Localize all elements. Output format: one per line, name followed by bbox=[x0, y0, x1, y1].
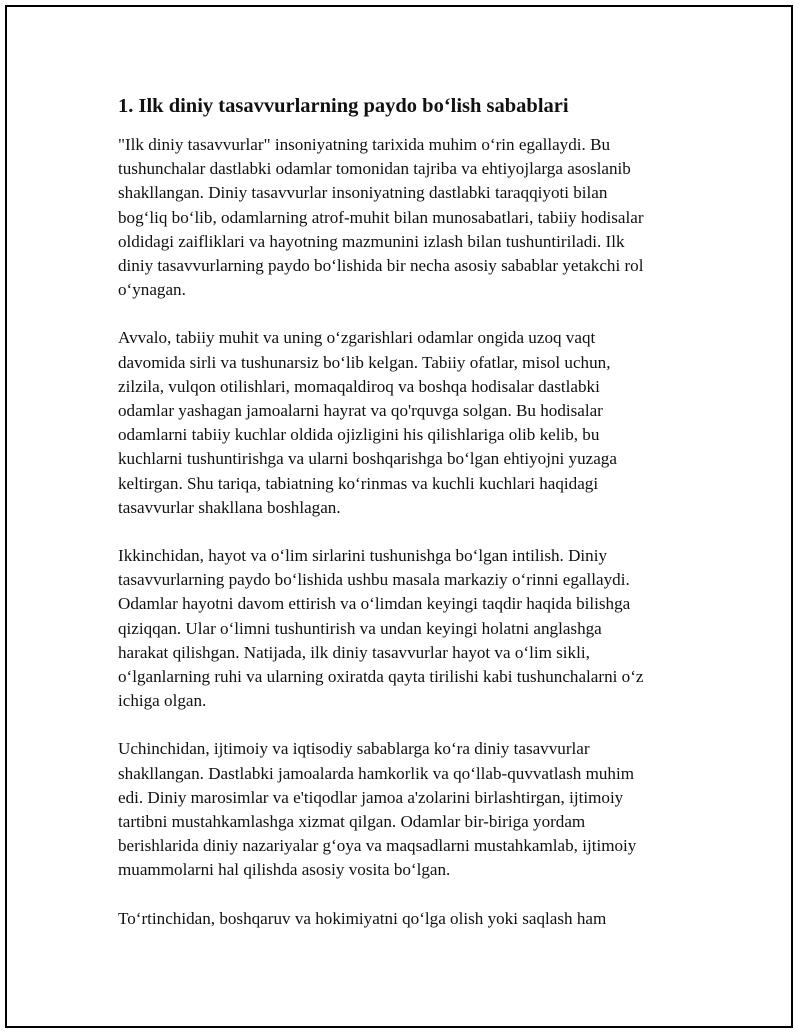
section-heading: 1. Ilk diniy tasavvurlarning paydo bo‘lish sabablari bbox=[118, 95, 569, 117]
paragraph-first-reason: Avvalo, tabiiy muhit va uning o‘zgarishlari odamlar ongida uzoq vaqt davomida sirli va tushunarsiz bo‘lib kelgan. Tabiiy ofatlar, misol uchun, zilzila, vulqon otilishlari, momaqaldiroq va boshqa hodisalar dastlabki odamlar yashagan jamoalarni hayrat va qo'rquvga solgan. Bu hodisalar odamlarni tabiiy kuchlar oldida ojizligini his qilishlariga olib kelib, bu kuchlarni tushuntirishga va ularni boshqarishga bo‘lgan ehtiyojni yuzaga keltirgan. Shu tariqa, tabiatning ko‘rinmas va kuchli kuchlari haqidagi tasavvurlar shakllana boshlagan. bbox=[118, 328, 617, 517]
paragraph-second-reason: Ikkinchidan, hayot va o‘lim sirlarini tushunishga bo‘lgan intilish. Diniy tasavvurlarning paydo bo‘lishida ushbu masala markaziy o‘rinni egallaydi. Odamlar hayotni davom ettirish va o‘limdan keyingi taqdir haqida bilishga qiziqqan. Ular o‘limni tushuntirish va undan keyingi holatni anglashga harakat qilishgan. Natijada, ilk diniy tasavvurlar hayot va o‘lim sikli, o‘lganlarning ruhi va ularning oxiratda qayta tirilishi kabi tushunchalarni o‘z ichiga olgan. bbox=[118, 546, 644, 711]
paragraph-fourth-reason: To‘rtinchidan, boshqaruv va hokimiyatni qo‘lga olish yoki saqlash ham bbox=[118, 908, 607, 928]
paragraph-third-reason: Uchinchidan, ijtimoiy va iqtisodiy sabablarga ko‘ra diniy tasavvurlar shakllangan. Dastlabki jamoalarda hamkorlik va qo‘llab-quvvatlash muhim edi. Diniy marosimlar va e'tiqodlar jamoa a'zolarini birlashtirgan, ijtimoiy tartibni mustahkamlashga xizmat qilgan. Odamlar bir-biriga yordam berishlarida diniy nazariyalar g‘oya va maqsadlarni mustahkamlab, ijtimoiy muammolarni hal qilishda asosiy vosita bo‘lgan. bbox=[118, 739, 637, 880]
paragraph-intro: "Ilk diniy tasavvurlar" insoniyatning tarixida muhim o‘rin egallaydi. Bu tushunchalar dastlabki odamlar tomonidan tajriba va ehtiyojlarga asoslanib shakllangan. Diniy tasavvurlar insoniyatning dastlabki taraqqiyoti bilan bog‘liq bo‘lib, odamlarning atrof-muhit bilan munosabatlari, tabiiy hodisalar oldidagi zaifliklari va hayotning mazmunini izlash bilan tushuntiriladi. Ilk diniy tasavvurlarning paydo bo‘lishida bir necha asosiy sabablar yetakchi rol o‘ynagan. bbox=[118, 135, 644, 300]
document-body bbox=[118, 92, 690, 955]
